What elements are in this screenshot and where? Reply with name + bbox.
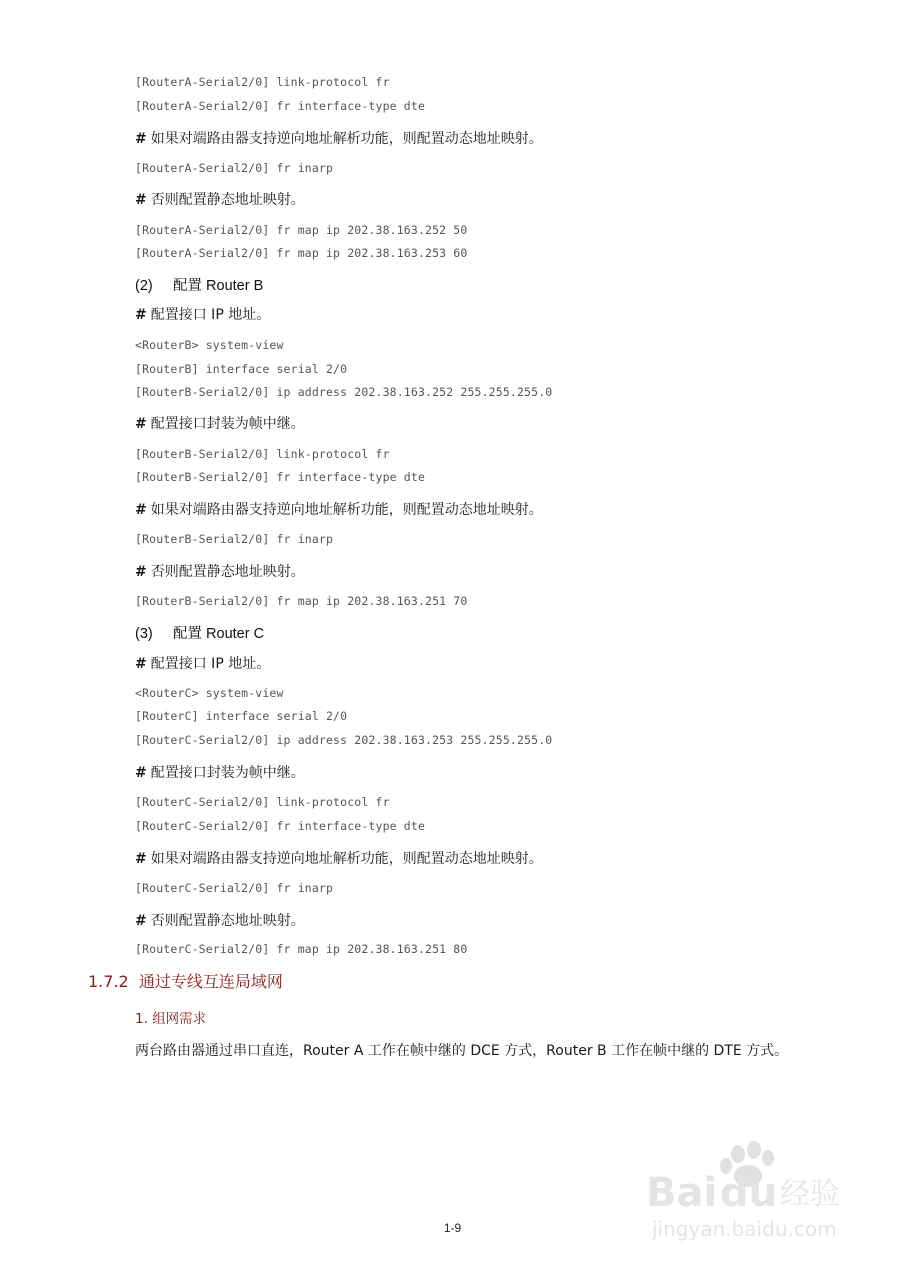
- svg-text:经验: 经验: [780, 1177, 840, 1212]
- code-line: [RouterB-Serial2/0] ip address 202.38.163.252 255.255.255.0: [135, 385, 553, 399]
- code-line: [RouterC-Serial2/0] fr interface-type dte: [135, 819, 426, 833]
- comment-hash: #: [135, 765, 147, 781]
- comment-line: [135, 304, 270, 324]
- comment-hash: #: [135, 416, 147, 432]
- comment-hash: #: [135, 502, 147, 518]
- comment-text: 否则配置静态地址映射。: [150, 564, 305, 580]
- step-number: (3): [135, 626, 153, 642]
- comment-hash: #: [135, 564, 147, 580]
- page-number: 1-9: [443, 1221, 462, 1235]
- code-line: <RouterB> system-view: [135, 338, 284, 352]
- section-title: 通过专线互连局域网: [138, 972, 283, 991]
- code-line: [RouterC-Serial2/0] ip address 202.38.163.253 255.255.255.0: [135, 733, 553, 747]
- comment-text: 如果对端路由器支持逆向地址解析功能，则配置动态地址映射。: [150, 502, 543, 518]
- subsection-number: 1.: [135, 1011, 148, 1027]
- svg-text:Bai: Bai: [646, 1170, 718, 1216]
- comment-line: [135, 189, 305, 209]
- baidu-jingyan-watermark-logo: [640, 1140, 870, 1250]
- step-title: 配置 Router C: [173, 626, 265, 642]
- comment-line: [135, 762, 305, 782]
- comment-line: [135, 499, 543, 519]
- code-line: [RouterC-Serial2/0] link-protocol fr: [135, 795, 390, 809]
- subsection-title: 组网需求: [152, 1011, 207, 1027]
- code-line: [RouterC-Serial2/0] fr inarp: [135, 881, 334, 895]
- comment-hash: #: [135, 307, 147, 323]
- section-heading: [88, 969, 283, 992]
- comment-line: [135, 848, 543, 868]
- comment-line: [135, 653, 270, 673]
- code-line: <RouterC> system-view: [135, 686, 284, 700]
- comment-line: [135, 128, 543, 148]
- code-line: [RouterC-Serial2/0] fr map ip 202.38.163.251 80: [135, 942, 468, 956]
- svg-text:du: du: [720, 1170, 778, 1216]
- comment-text: 否则配置静态地址映射。: [150, 192, 305, 208]
- comment-text: 如果对端路由器支持逆向地址解析功能，则配置动态地址映射。: [150, 851, 543, 867]
- comment-hash: #: [135, 131, 147, 147]
- comment-line: [135, 561, 305, 581]
- step-number: (2): [135, 278, 153, 294]
- comment-hash: #: [135, 656, 147, 672]
- comment-text: 配置接口封装为帧中继。: [150, 765, 305, 781]
- body-paragraph: 两台路由器通过串口直连，Router A 工作在帧中继的 DCE 方式，Router B 工作在帧中继的 DTE 方式。: [135, 1043, 789, 1059]
- comment-text: 配置接口 IP 地址。: [150, 307, 271, 323]
- subsection-heading: [135, 1007, 206, 1027]
- code-line: [RouterB] interface serial 2/0: [135, 362, 348, 376]
- code-line: [RouterB-Serial2/0] fr interface-type dte: [135, 470, 426, 484]
- code-line: [RouterA-Serial2/0] link-protocol fr: [135, 75, 390, 89]
- code-line: [RouterA-Serial2/0] fr map ip 202.38.163.252 50: [135, 223, 468, 237]
- code-line: [RouterB-Serial2/0] fr map ip 202.38.163.251 70: [135, 594, 468, 608]
- comment-hash: #: [135, 851, 147, 867]
- comment-text: 否则配置静态地址映射。: [150, 913, 305, 929]
- comment-text: 配置接口 IP 地址。: [150, 656, 271, 672]
- step-heading: [135, 274, 263, 295]
- code-line: [RouterA-Serial2/0] fr inarp: [135, 161, 334, 175]
- code-line: [RouterC] interface serial 2/0: [135, 709, 348, 723]
- code-line: [RouterB-Serial2/0] link-protocol fr: [135, 447, 390, 461]
- comment-text: 如果对端路由器支持逆向地址解析功能，则配置动态地址映射。: [150, 131, 543, 147]
- code-line: [RouterA-Serial2/0] fr interface-type dte: [135, 99, 426, 113]
- comment-hash: #: [135, 192, 147, 208]
- comment-line: [135, 910, 305, 930]
- comment-text: 配置接口封装为帧中继。: [150, 416, 305, 432]
- svg-text:jingyan.baidu.com: jingyan.baidu.com: [652, 1217, 837, 1241]
- step-title: 配置 Router B: [173, 278, 264, 294]
- code-line: [RouterB-Serial2/0] fr inarp: [135, 532, 334, 546]
- comment-hash: #: [135, 913, 147, 929]
- code-line: [RouterA-Serial2/0] fr map ip 202.38.163.253 60: [135, 246, 468, 260]
- comment-line: [135, 413, 305, 433]
- section-number: 1.7.2: [88, 972, 129, 991]
- step-heading: [135, 622, 264, 643]
